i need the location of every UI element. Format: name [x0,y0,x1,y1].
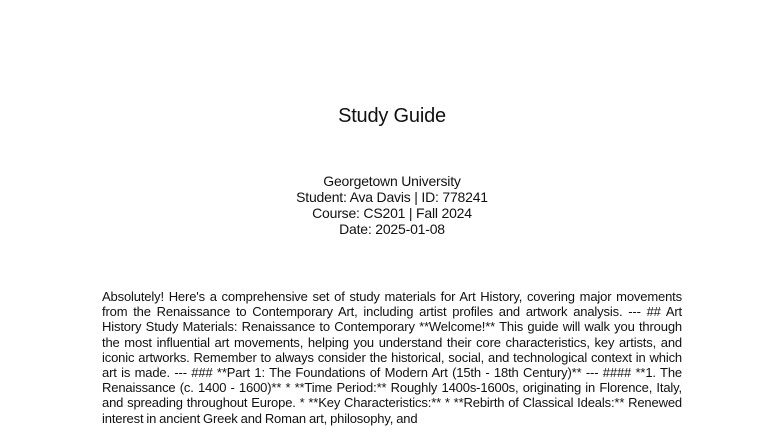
student-info: Student: Ava Davis | ID: 778241 [296,189,488,205]
university-name: Georgetown University [323,173,461,189]
course-info: Course: CS201 | Fall 2024 [312,205,472,221]
body-paragraph: Absolutely! Here's a comprehensive set of study materials for Art History, covering major movements from the Renaissance to Contemporary Art, including artist profiles and artwork analysis. --- ## Art History Study Materials: Renaissance to Contemporary **Welcome!** This guide will walk you through the most influential art movements, helping you understand their core characteristics, key artists, and iconic artworks. Remember to always consider the historical, social, and technological context in which art is made. --- ### **Part 1: The Foundations of Modern Art (15th - 18th Century)** --- #### **1. The Renaissance (c. 1400 - 1600)** * **Time Period:** Roughly 1400s-1600s, originating in Florence, Italy, and spreading throughout Europe. * **Key Characteristics:** * **Rebirth of Classical Ideals:** Renewed interest in ancient Greek and Roman art, philosophy, and [102,289,682,426]
document-date: Date: 2025-01-08 [339,221,445,237]
document-meta [0,173,784,237]
page-title: Study Guide [338,105,446,127]
